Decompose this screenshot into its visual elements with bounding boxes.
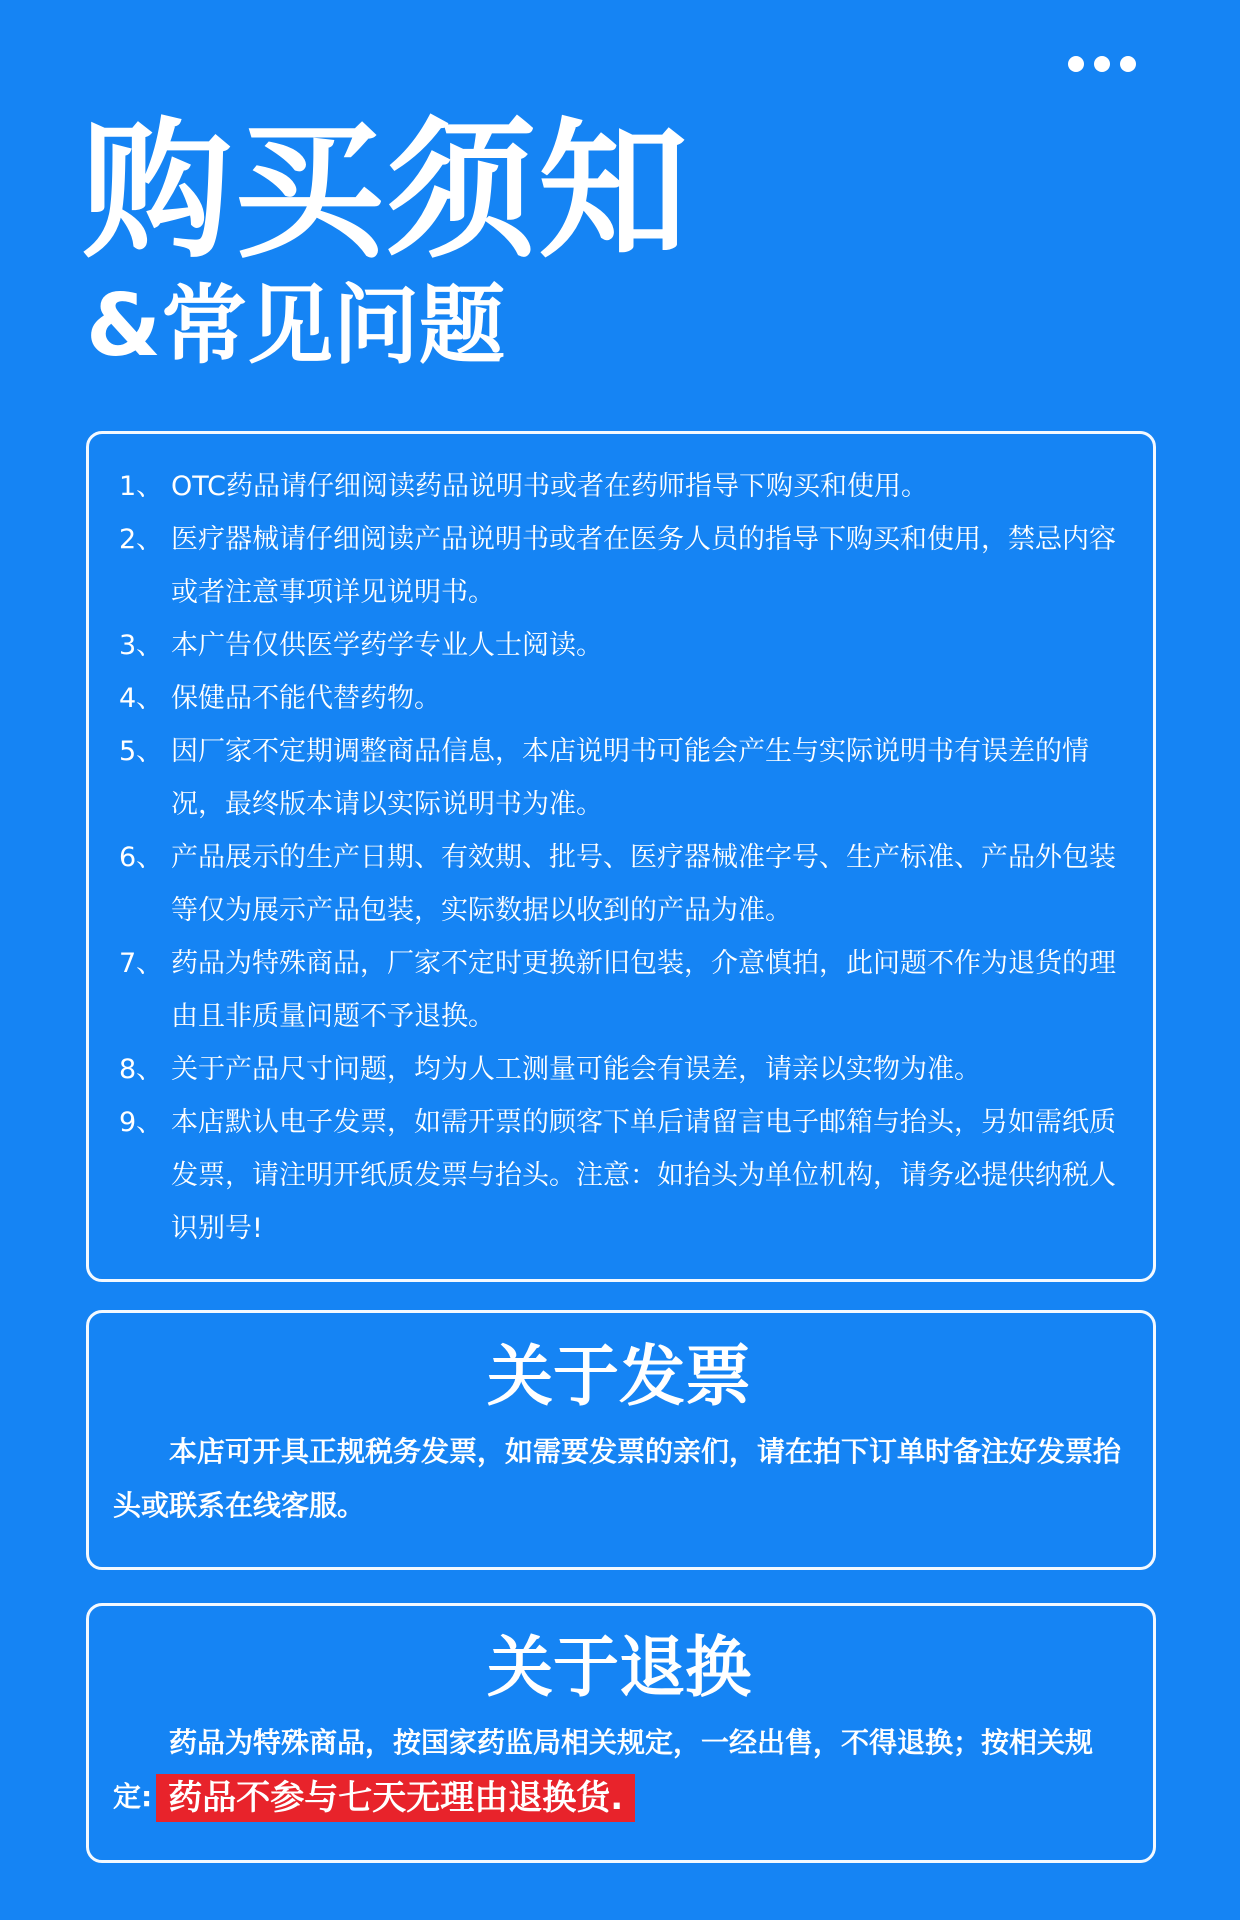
notice-item	[119, 460, 1117, 513]
notice-number: 9、	[119, 1107, 164, 1138]
notice-text: 本广告仅供医学药学专业人士阅读。	[171, 630, 603, 661]
notice-number: 5、	[119, 736, 164, 767]
notice-text: 产品展示的生产日期、有效期、批号、医疗器械准字号、生产标准、产品外包装等仅为展示产品包装，实际数据以收到的产品为准。	[171, 842, 1116, 926]
notice-text: 因厂家不定期调整商品信息，本店说明书可能会产生与实际说明书有误差的情况，最终版本请以实际说明书为准。	[171, 736, 1089, 820]
invoice-body: 本店可开具正规税务发票，如需要发票的亲们，请在拍下订单时备注好发票抬头或联系在线客服。	[113, 1435, 1122, 1522]
return-panel	[86, 1603, 1156, 1863]
page-subtitle: &常见问题	[86, 276, 505, 376]
notice-item	[119, 831, 1117, 937]
notice-item	[119, 619, 1117, 672]
notice-number: 7、	[119, 948, 164, 979]
notice-item	[119, 725, 1117, 831]
notice-number: 6、	[119, 842, 164, 873]
notice-text: 关于产品尺寸问题，均为人工测量可能会有误差，请亲以实物为准。	[171, 1054, 981, 1085]
notice-text: 本店默认电子发票，如需开票的顾客下单后请留言电子邮箱与抬头，另如需纸质发票，请注明开纸质发票与抬头。注意：如抬头为单位机构，请务必提供纳税人识别号!	[171, 1107, 1116, 1244]
notice-list	[119, 460, 1117, 1255]
notice-text: 保健品不能代替药物。	[171, 683, 441, 714]
notice-number: 8、	[119, 1054, 164, 1085]
return-body	[113, 1716, 1125, 1824]
notice-item	[119, 1096, 1117, 1255]
return-highlight: 药品不参与七天无理由退换货.	[156, 1774, 635, 1822]
return-title: 关于退换	[487, 1629, 751, 1706]
page-title: 购买须知	[82, 105, 691, 279]
notice-item	[119, 513, 1117, 619]
dot	[1120, 56, 1136, 72]
invoice-panel	[86, 1310, 1156, 1570]
notice-item	[119, 1043, 1117, 1096]
notice-number: 4、	[119, 683, 164, 714]
notice-number: 3、	[119, 630, 164, 661]
notice-text: 药品为特殊商品，厂家不定时更换新旧包装，介意慎拍，此问题不作为退货的理由且非质量问题不予退换。	[171, 948, 1116, 1032]
notice-item	[119, 937, 1117, 1043]
notice-text: 医疗器械请仔细阅读产品说明书或者在医务人员的指导下购买和使用，禁忌内容或者注意事项详见说明书。	[171, 524, 1116, 608]
purchase-notice-panel	[86, 431, 1156, 1282]
notice-number: 2、	[119, 524, 164, 555]
return-body-text: 药品为特殊商品，按国家药监局相关规定，一经出售，不得退换；按相关规定:	[113, 1726, 1094, 1813]
invoice-title: 关于发票	[487, 1338, 751, 1415]
notice-item	[119, 672, 1117, 725]
notice-number: 1、	[119, 471, 164, 502]
notice-text: OTC药品请仔细阅读药品说明书或者在药师指导下购买和使用。	[171, 471, 929, 502]
more-dots-icon[interactable]	[1068, 56, 1136, 72]
dot	[1094, 56, 1110, 72]
dot	[1068, 56, 1084, 72]
